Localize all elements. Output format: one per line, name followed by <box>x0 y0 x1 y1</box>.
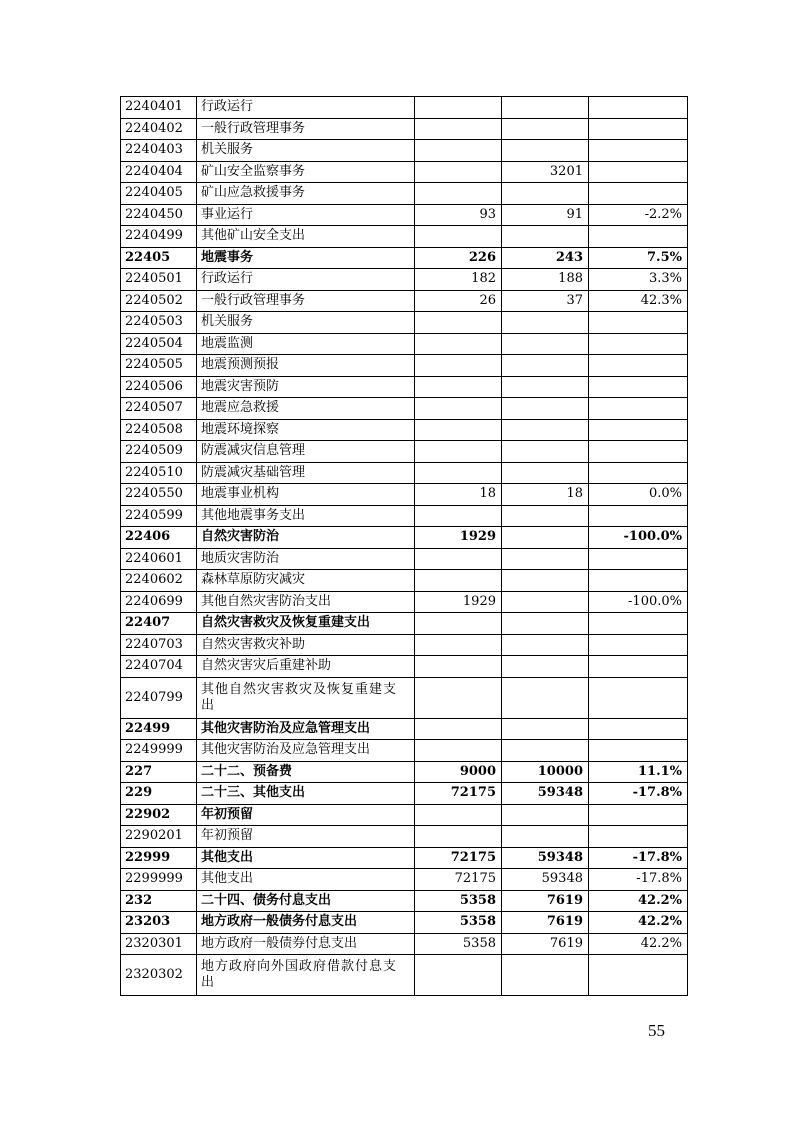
account-name-cell: 防震减灾信息管理 <box>197 441 415 463</box>
prior-year-value-cell: 18 <box>415 484 502 506</box>
prior-year-value-cell <box>415 183 502 205</box>
account-code-cell: 2320301 <box>121 933 197 955</box>
account-name-cell: 矿山应急救援事务 <box>197 183 415 205</box>
table-row <box>121 804 688 826</box>
prior-year-value-cell <box>415 419 502 441</box>
account-code-cell: 2240504 <box>121 333 197 355</box>
account-name-cell: 自然灾害救灾及恢复重建支出 <box>197 613 415 635</box>
change-percent-cell: 7.5% <box>589 247 688 269</box>
change-percent-cell: -100.0% <box>589 527 688 549</box>
account-code-cell: 22999 <box>121 847 197 869</box>
account-code-cell: 22405 <box>121 247 197 269</box>
budget-value-cell <box>502 312 589 334</box>
table-row <box>121 613 688 635</box>
account-name-cell: 地震灾害预防 <box>197 376 415 398</box>
budget-value-cell <box>502 355 589 377</box>
change-percent-cell <box>589 718 688 740</box>
account-code-cell: 2249999 <box>121 740 197 762</box>
change-percent-cell <box>589 140 688 162</box>
account-name-cell: 其他灾害防治及应急管理支出 <box>197 740 415 762</box>
budget-value-cell: 59348 <box>502 847 589 869</box>
account-name-cell: 地震事务 <box>197 247 415 269</box>
account-code-cell: 232 <box>121 890 197 912</box>
table-row <box>121 290 688 312</box>
account-name-cell: 地震事业机构 <box>197 484 415 506</box>
account-name-cell: 其他自然灾害救灾及恢复重建支出 <box>197 677 415 718</box>
table-row <box>121 826 688 848</box>
table-row <box>121 634 688 656</box>
prior-year-value-cell <box>415 613 502 635</box>
table-row <box>121 419 688 441</box>
table-row <box>121 355 688 377</box>
budget-value-cell <box>502 634 589 656</box>
budget-table-body <box>121 97 688 996</box>
table-row <box>121 204 688 226</box>
table-row <box>121 118 688 140</box>
change-percent-cell: 0.0% <box>589 484 688 506</box>
prior-year-value-cell <box>415 226 502 248</box>
account-code-cell: 2240599 <box>121 505 197 527</box>
account-code-cell: 227 <box>121 761 197 783</box>
table-row <box>121 269 688 291</box>
change-percent-cell <box>589 183 688 205</box>
account-code-cell: 22407 <box>121 613 197 635</box>
table-row <box>121 376 688 398</box>
change-percent-cell <box>589 462 688 484</box>
budget-value-cell <box>502 505 589 527</box>
change-percent-cell <box>589 656 688 678</box>
budget-value-cell <box>502 376 589 398</box>
table-row <box>121 869 688 891</box>
account-name-cell: 年初预留 <box>197 826 415 848</box>
budget-value-cell <box>502 656 589 678</box>
change-percent-cell <box>589 97 688 119</box>
table-row <box>121 398 688 420</box>
table-row <box>121 333 688 355</box>
change-percent-cell: -17.8% <box>589 783 688 805</box>
table-row <box>121 718 688 740</box>
account-code-cell: 2240402 <box>121 118 197 140</box>
change-percent-cell: -17.8% <box>589 869 688 891</box>
account-name-cell: 其他地震事务支出 <box>197 505 415 527</box>
prior-year-value-cell <box>415 740 502 762</box>
table-row <box>121 740 688 762</box>
account-name-cell: 其他矿山安全支出 <box>197 226 415 248</box>
prior-year-value-cell <box>415 955 502 996</box>
change-percent-cell <box>589 634 688 656</box>
change-percent-cell: -100.0% <box>589 591 688 613</box>
prior-year-value-cell: 5358 <box>415 912 502 934</box>
budget-value-cell <box>502 183 589 205</box>
budget-value-cell <box>502 527 589 549</box>
account-code-cell: 2240704 <box>121 656 197 678</box>
account-name-cell: 地方政府一般债务付息支出 <box>197 912 415 934</box>
table-row <box>121 161 688 183</box>
change-percent-cell: 42.2% <box>589 912 688 934</box>
change-percent-cell <box>589 826 688 848</box>
change-percent-cell: 42.3% <box>589 290 688 312</box>
account-name-cell: 其他支出 <box>197 847 415 869</box>
budget-value-cell <box>502 97 589 119</box>
budget-value-cell: 59348 <box>502 869 589 891</box>
change-percent-cell: -2.2% <box>589 204 688 226</box>
account-name-cell: 其他自然灾害防治支出 <box>197 591 415 613</box>
prior-year-value-cell: 72175 <box>415 783 502 805</box>
account-code-cell: 2240403 <box>121 140 197 162</box>
account-code-cell: 2240550 <box>121 484 197 506</box>
budget-value-cell <box>502 677 589 718</box>
account-name-cell: 自然灾害灾后重建补助 <box>197 656 415 678</box>
budget-value-cell <box>502 398 589 420</box>
account-code-cell: 2240703 <box>121 634 197 656</box>
prior-year-value-cell: 5358 <box>415 890 502 912</box>
account-code-cell: 2240509 <box>121 441 197 463</box>
budget-value-cell <box>502 441 589 463</box>
budget-value-cell <box>502 718 589 740</box>
account-code-cell: 2290201 <box>121 826 197 848</box>
change-percent-cell <box>589 355 688 377</box>
budget-value-cell: 59348 <box>502 783 589 805</box>
table-row <box>121 183 688 205</box>
prior-year-value-cell: 72175 <box>415 869 502 891</box>
account-code-cell: 2240505 <box>121 355 197 377</box>
account-code-cell: 2240501 <box>121 269 197 291</box>
budget-value-cell <box>502 226 589 248</box>
table-row <box>121 226 688 248</box>
account-code-cell: 2240404 <box>121 161 197 183</box>
account-code-cell: 2240450 <box>121 204 197 226</box>
prior-year-value-cell <box>415 570 502 592</box>
change-percent-cell: 11.1% <box>589 761 688 783</box>
change-percent-cell <box>589 613 688 635</box>
account-code-cell: 2320302 <box>121 955 197 996</box>
budget-value-cell <box>502 333 589 355</box>
table-row <box>121 548 688 570</box>
prior-year-value-cell <box>415 656 502 678</box>
prior-year-value-cell <box>415 634 502 656</box>
account-code-cell: 2240499 <box>121 226 197 248</box>
account-code-cell: 2240699 <box>121 591 197 613</box>
change-percent-cell <box>589 804 688 826</box>
account-name-cell: 森林草原防灾减灾 <box>197 570 415 592</box>
change-percent-cell: 42.2% <box>589 933 688 955</box>
budget-value-cell <box>502 826 589 848</box>
change-percent-cell <box>589 118 688 140</box>
table-row <box>121 955 688 996</box>
prior-year-value-cell <box>415 505 502 527</box>
table-row <box>121 505 688 527</box>
table-row <box>121 933 688 955</box>
table-row <box>121 847 688 869</box>
account-name-cell: 一般行政管理事务 <box>197 118 415 140</box>
account-code-cell: 2240508 <box>121 419 197 441</box>
change-percent-cell: -17.8% <box>589 847 688 869</box>
account-code-cell: 2240503 <box>121 312 197 334</box>
account-code-cell: 2240602 <box>121 570 197 592</box>
account-code-cell: 22902 <box>121 804 197 826</box>
table-row <box>121 570 688 592</box>
account-name-cell: 机关服务 <box>197 140 415 162</box>
table-row <box>121 312 688 334</box>
account-code-cell: 22406 <box>121 527 197 549</box>
budget-value-cell: 188 <box>502 269 589 291</box>
account-code-cell: 2299999 <box>121 869 197 891</box>
table-row <box>121 97 688 119</box>
prior-year-value-cell <box>415 140 502 162</box>
budget-value-cell: 7619 <box>502 933 589 955</box>
account-name-cell: 地震环境探察 <box>197 419 415 441</box>
table-row <box>121 441 688 463</box>
budget-value-cell <box>502 462 589 484</box>
table-row <box>121 783 688 805</box>
account-name-cell: 地震应急救援 <box>197 398 415 420</box>
prior-year-value-cell <box>415 161 502 183</box>
budget-value-cell: 18 <box>502 484 589 506</box>
account-name-cell: 自然灾害防治 <box>197 527 415 549</box>
change-percent-cell <box>589 441 688 463</box>
change-percent-cell <box>589 955 688 996</box>
table-row <box>121 527 688 549</box>
prior-year-value-cell <box>415 97 502 119</box>
budget-value-cell <box>502 804 589 826</box>
table-row <box>121 247 688 269</box>
change-percent-cell <box>589 570 688 592</box>
account-code-cell: 2240507 <box>121 398 197 420</box>
account-name-cell: 防震减灾基础管理 <box>197 462 415 484</box>
change-percent-cell <box>589 677 688 718</box>
prior-year-value-cell: 9000 <box>415 761 502 783</box>
table-row <box>121 591 688 613</box>
account-name-cell: 其他支出 <box>197 869 415 891</box>
budget-value-cell <box>502 613 589 635</box>
budget-value-cell <box>502 548 589 570</box>
prior-year-value-cell <box>415 441 502 463</box>
account-name-cell: 一般行政管理事务 <box>197 290 415 312</box>
change-percent-cell <box>589 419 688 441</box>
account-name-cell: 地方政府一般债券付息支出 <box>197 933 415 955</box>
budget-value-cell <box>502 140 589 162</box>
account-code-cell: 22499 <box>121 718 197 740</box>
prior-year-value-cell <box>415 826 502 848</box>
account-code-cell: 229 <box>121 783 197 805</box>
prior-year-value-cell <box>415 718 502 740</box>
budget-value-cell <box>502 591 589 613</box>
budget-value-cell: 7619 <box>502 912 589 934</box>
table-row <box>121 677 688 718</box>
budget-value-cell <box>502 955 589 996</box>
prior-year-value-cell <box>415 398 502 420</box>
account-name-cell: 自然灾害救灾补助 <box>197 634 415 656</box>
budget-value-cell: 37 <box>502 290 589 312</box>
table-row <box>121 761 688 783</box>
prior-year-value-cell <box>415 333 502 355</box>
account-name-cell: 机关服务 <box>197 312 415 334</box>
change-percent-cell: 3.3% <box>589 269 688 291</box>
account-code-cell: 2240405 <box>121 183 197 205</box>
prior-year-value-cell: 93 <box>415 204 502 226</box>
account-name-cell: 其他灾害防治及应急管理支出 <box>197 718 415 740</box>
change-percent-cell: 42.2% <box>589 890 688 912</box>
prior-year-value-cell <box>415 804 502 826</box>
account-name-cell: 矿山安全监察事务 <box>197 161 415 183</box>
change-percent-cell <box>589 398 688 420</box>
change-percent-cell <box>589 548 688 570</box>
prior-year-value-cell <box>415 312 502 334</box>
account-name-cell: 年初预留 <box>197 804 415 826</box>
account-code-cell: 2240799 <box>121 677 197 718</box>
prior-year-value-cell: 182 <box>415 269 502 291</box>
budget-value-cell: 243 <box>502 247 589 269</box>
account-name-cell: 行政运行 <box>197 269 415 291</box>
change-percent-cell <box>589 740 688 762</box>
table-row <box>121 484 688 506</box>
page-number: 55 <box>648 1021 665 1040</box>
table-row <box>121 140 688 162</box>
change-percent-cell <box>589 161 688 183</box>
prior-year-value-cell <box>415 462 502 484</box>
change-percent-cell <box>589 505 688 527</box>
budget-value-cell: 7619 <box>502 890 589 912</box>
prior-year-value-cell <box>415 376 502 398</box>
table-row <box>121 656 688 678</box>
prior-year-value-cell: 5358 <box>415 933 502 955</box>
change-percent-cell <box>589 312 688 334</box>
budget-value-cell: 91 <box>502 204 589 226</box>
account-name-cell: 行政运行 <box>197 97 415 119</box>
budget-value-cell: 10000 <box>502 761 589 783</box>
budget-value-cell <box>502 570 589 592</box>
table-row <box>121 912 688 934</box>
account-name-cell: 地震预测预报 <box>197 355 415 377</box>
table-row <box>121 890 688 912</box>
account-code-cell: 23203 <box>121 912 197 934</box>
account-code-cell: 2240401 <box>121 97 197 119</box>
prior-year-value-cell: 1929 <box>415 591 502 613</box>
account-name-cell: 地震监测 <box>197 333 415 355</box>
prior-year-value-cell <box>415 677 502 718</box>
budget-value-cell <box>502 740 589 762</box>
account-name-cell: 事业运行 <box>197 204 415 226</box>
prior-year-value-cell: 26 <box>415 290 502 312</box>
table-row <box>121 462 688 484</box>
account-name-cell: 二十四、债务付息支出 <box>197 890 415 912</box>
account-code-cell: 2240502 <box>121 290 197 312</box>
account-name-cell: 地方政府向外国政府借款付息支出 <box>197 955 415 996</box>
budget-value-cell: 3201 <box>502 161 589 183</box>
change-percent-cell <box>589 226 688 248</box>
account-name-cell: 地质灾害防治 <box>197 548 415 570</box>
budget-value-cell <box>502 118 589 140</box>
prior-year-value-cell <box>415 355 502 377</box>
account-code-cell: 2240601 <box>121 548 197 570</box>
account-name-cell: 二十三、其他支出 <box>197 783 415 805</box>
account-code-cell: 2240510 <box>121 462 197 484</box>
change-percent-cell <box>589 333 688 355</box>
prior-year-value-cell <box>415 118 502 140</box>
prior-year-value-cell: 72175 <box>415 847 502 869</box>
prior-year-value-cell <box>415 548 502 570</box>
change-percent-cell <box>589 376 688 398</box>
prior-year-value-cell: 1929 <box>415 527 502 549</box>
account-code-cell: 2240506 <box>121 376 197 398</box>
prior-year-value-cell: 226 <box>415 247 502 269</box>
budget-value-cell <box>502 419 589 441</box>
account-name-cell: 二十二、预备费 <box>197 761 415 783</box>
budget-table <box>120 96 688 996</box>
